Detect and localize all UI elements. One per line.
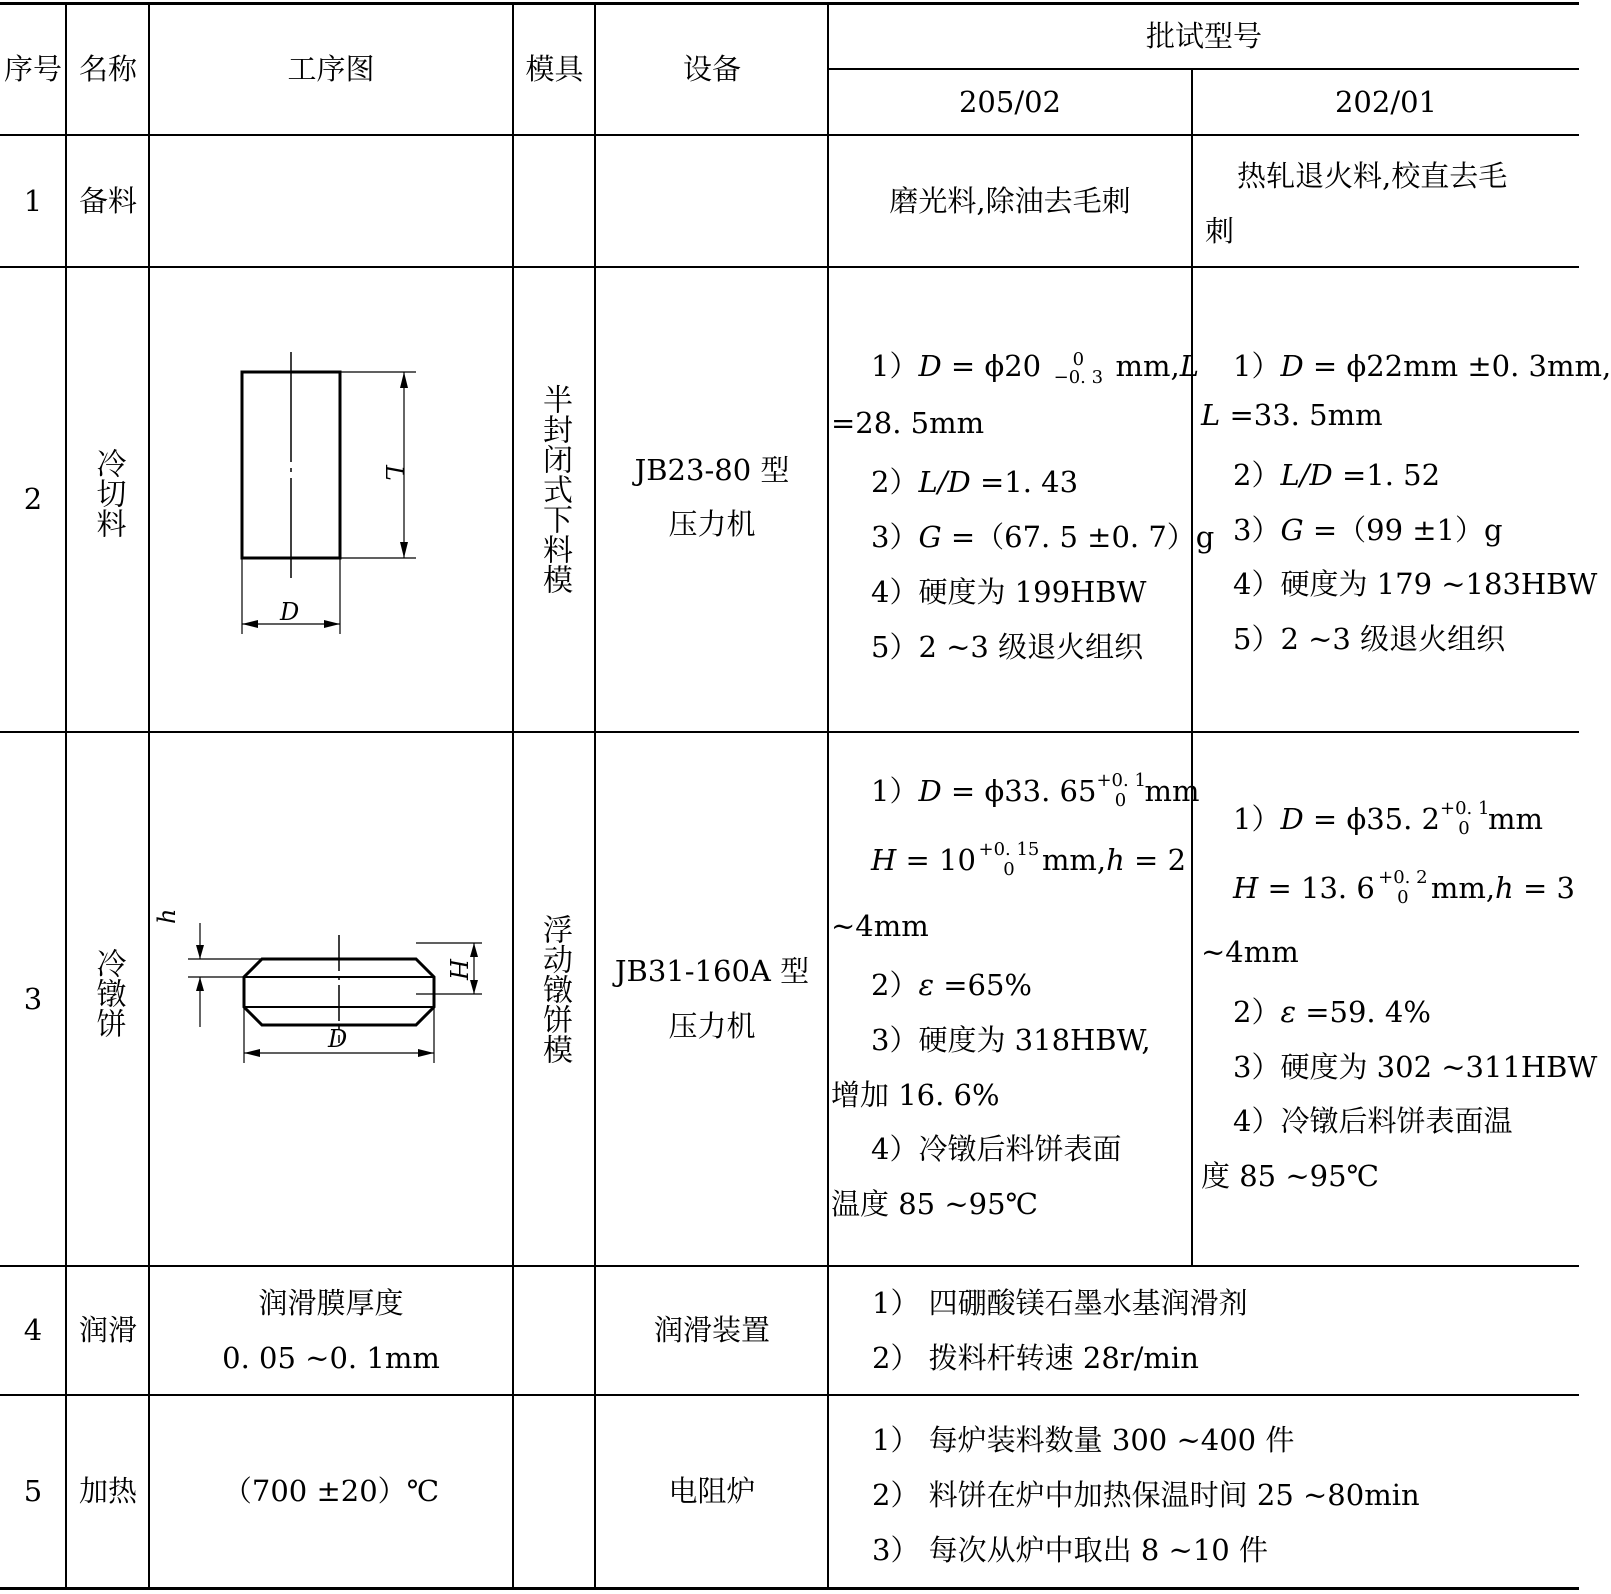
row3-upset-cake-diagram (153, 907, 500, 1077)
dim-L-arrow-top (400, 372, 408, 388)
row4-note-1: 1） 四硼酸镁石墨水基润滑剂 (872, 1286, 1248, 1320)
H-arrow-top (470, 943, 478, 957)
row3-die (514, 914, 595, 1064)
dim-D-label-3: D (328, 1025, 348, 1053)
row3-name (67, 948, 149, 1038)
h-arrow-top (196, 945, 204, 959)
row1-model-b-line2: 刺 (1205, 214, 1235, 248)
row3-b-line5: 3）硬度为 302 ~311HBW (1233, 1050, 1598, 1084)
row2-model-b (1193, 268, 1611, 731)
header-model-202: 202/01 (1334, 84, 1438, 119)
header-seq: 序号 (3, 51, 62, 86)
row2-a-line5: 4）硬度为 199HBW (871, 575, 1147, 609)
row3-b-line2: H = 13. 6 +0. 2 0 mm,h = 3 (1233, 867, 1575, 908)
row2-die (514, 384, 595, 594)
row2-b-line3: 2）L/D =1. 52 (1233, 458, 1441, 492)
D-arrow-right (418, 1049, 434, 1057)
rule-bottom (0, 1587, 1579, 1590)
row2-b-line4: 3）G =（99 ±1）g (1233, 513, 1503, 547)
row3-a-line4: 2）ε =65% (871, 968, 1032, 1002)
row4-diagram-line2: 0. 05 ~0. 1mm (222, 1341, 440, 1375)
row3-b-line7: 度 85 ~95℃ (1201, 1159, 1379, 1193)
header-batch-models: 批试型号 (1145, 18, 1262, 53)
row1-model-b-line1: 热轧退火料,校直去毛 (1237, 159, 1508, 193)
row2-a-line3: 2）L/D =1. 43 (871, 465, 1079, 499)
row1-name: 备料 (78, 183, 137, 218)
header-equipment: 设备 (682, 51, 741, 86)
row3-b-line3: ~4mm (1201, 935, 1299, 969)
row5-diagram: （700 ±20）℃ (222, 1474, 440, 1508)
row2-seq: 2 (23, 482, 43, 516)
row2-a-line6: 5）2 ~3 级退火组织 (871, 630, 1144, 664)
row5-note-2: 2） 料饼在炉中加热保温时间 25 ~80min (872, 1478, 1420, 1512)
row2-b-line6: 5）2 ~3 级退火组织 (1233, 622, 1506, 656)
dim-D-label: D (280, 598, 300, 626)
H-arrow-bottom (470, 980, 478, 994)
row3-name-text: 冷镦饼 (90, 948, 126, 1038)
row2-name (67, 448, 149, 538)
h-arrow-bottom (196, 977, 204, 991)
row4-equipment: 润滑装置 (653, 1313, 770, 1347)
dim-H-label: H (444, 959, 472, 980)
row2-name-text: 冷切料 (90, 448, 126, 538)
col-rule-3 (512, 2, 514, 1590)
process-table (0, 2, 1611, 1590)
row4-seq: 4 (23, 1313, 43, 1347)
row4-diagram-line1: 润滑膜厚度 (258, 1286, 404, 1320)
row1-model-a: 磨光料,除油去毛刺 (889, 183, 1131, 218)
row3-a-line7: 4）冷镦后料饼表面 (871, 1132, 1122, 1166)
row3-die-text: 浮动镦饼模 (537, 914, 572, 1064)
row3-b-line6: 4）冷镦后料饼表面温 (1233, 1104, 1513, 1138)
row2-a-line1: 1）D = ϕ20 0 −0. 3 mm,L (871, 349, 1200, 388)
row2-a-line2: =28. 5mm (831, 406, 985, 440)
row3-a-line2: H = 10 +0. 15 0 mm,h = 2 (871, 839, 1187, 880)
row3-seq: 3 (23, 981, 43, 1016)
row1-seq: 1 (23, 183, 43, 218)
dim-D-arrow-left (242, 620, 258, 628)
row4-note-2: 2） 拨料杆转速 28r/min (872, 1341, 1199, 1375)
dim-L-arrow-bottom (400, 542, 408, 558)
row2-b-line1: 1）D = ϕ22mm ±0. 3mm, (1233, 349, 1611, 383)
header-die: 模具 (525, 51, 584, 86)
row5-name: 加热 (78, 1474, 137, 1508)
header-diagram: 工序图 (287, 51, 375, 86)
row2-a-line4: 3）G =（67. 5 ±0. 7）g (871, 520, 1215, 554)
D-arrow-left (244, 1049, 260, 1057)
row3-a-line6: 增加 16. 6% (831, 1078, 1000, 1112)
row3-b-line4: 2）ε =59. 4% (1233, 995, 1431, 1029)
row2-cut-blank-diagram (220, 342, 440, 642)
dim-D-arrow-right (324, 620, 340, 628)
row3-a-line3: ~4mm (831, 909, 929, 943)
header-name: 名称 (78, 51, 137, 86)
dim-h-label: h (153, 908, 181, 924)
row3-equipment-line1: JB31-160A 型 (614, 954, 810, 988)
row3-model-a (829, 733, 1200, 1265)
row2-b-line5: 4）硬度为 179 ~183HBW (1233, 567, 1598, 601)
row3-a-line5: 3）硬度为 318HBW, (871, 1023, 1151, 1057)
row2-equipment-line2: 压力机 (668, 507, 756, 541)
row2-model-a (829, 268, 1215, 731)
row3-equipment-line2: 压力机 (668, 1009, 756, 1043)
row3-model-b (1193, 733, 1598, 1265)
row3-a-line8: 温度 85 ~95℃ (831, 1187, 1038, 1221)
header-model-205: 205/02 (958, 84, 1062, 119)
row5-seq: 5 (23, 1474, 43, 1508)
row4-name: 润滑 (78, 1313, 137, 1347)
row3-b-line1: 1）D = ϕ35. 2 +0. 1 0 mm (1233, 798, 1544, 839)
row5-note-1: 1） 每炉装料数量 300 ~400 件 (872, 1423, 1295, 1457)
row5-equipment: 电阻炉 (668, 1474, 756, 1508)
row2-equipment-line1: JB23-80 型 (634, 453, 790, 487)
row3-a-line1: 1）D = ϕ33. 65 +0. 1 0 mm (871, 770, 1200, 811)
row2-b-line2: L =33. 5mm (1201, 398, 1383, 432)
row5-note-3: 3） 每次从炉中取出 8 ~10 件 (872, 1533, 1268, 1567)
dim-L-label: L (380, 465, 408, 481)
row2-die-text: 半封闭式下料模 (537, 384, 572, 594)
